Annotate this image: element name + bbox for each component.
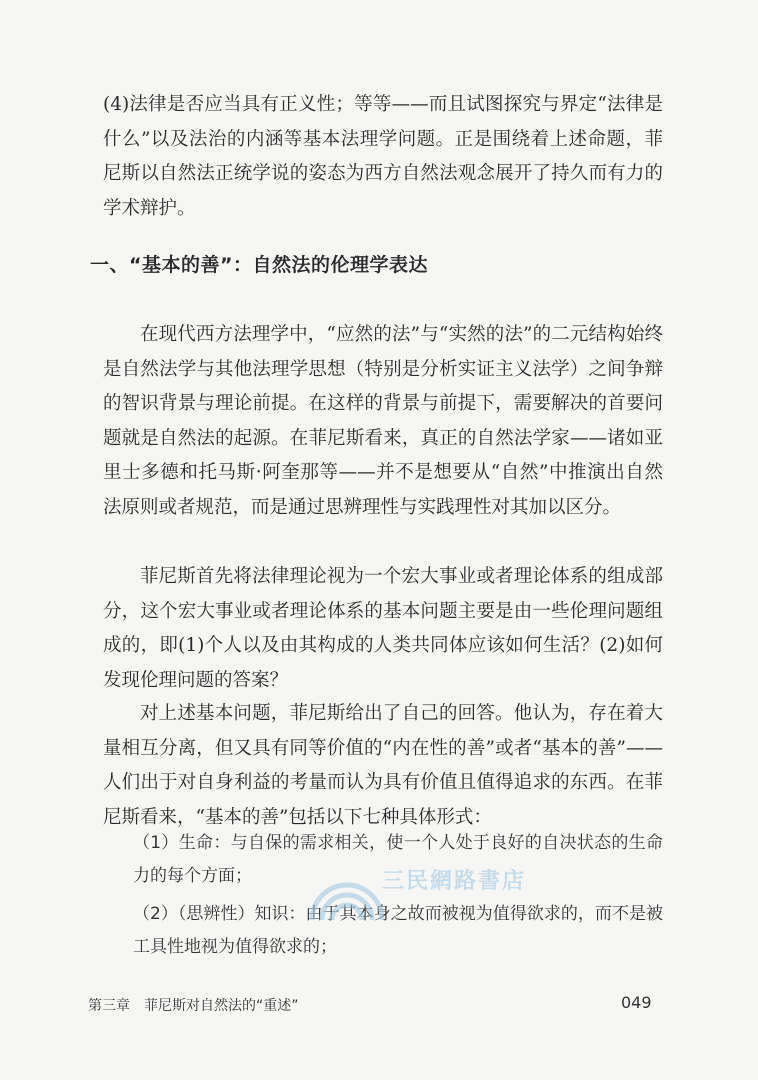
- watermark-text: 三民網路書店: [382, 869, 527, 894]
- section-heading: 一、“基本的善”：自然法的伦理学表达: [90, 254, 428, 276]
- list-item-knowledge: （2）（思辨性）知识：由于其本身之故而被视为值得欲求的，而不是被工具性地视为值得欲求的；: [133, 904, 663, 957]
- paragraph-2: 菲尼斯首先将法律理论视为一个宏大事业或者理论体系的组成部分，这个宏大事业或者理论体系的基本问题主要是由一些伦理问题组成的，即(1)个人以及由其构成的人类共同体应该如何生活？(2)如何发现伦理问题的答案？: [103, 566, 663, 691]
- paragraph-intro: (4)法律是否应当具有正义性；等等——而且试图探究与界定“法律是什么”以及法治的内涵等基本法理学问题。正是围绕着上述命题，菲尼斯以自然法正统学说的姿态为西方自然法观念展开了持久而有力的学术辩护。: [103, 94, 663, 219]
- running-footer-chapter: 第三章 菲尼斯对自然法的“重述”: [88, 998, 299, 1014]
- paragraph-3: 对上述基本问题，菲尼斯给出了自己的回答。他认为，存在着大量相互分离，但又具有同等价值的“内在性的善”或者“基本的善”——人们出于对自身利益的考量而认为具有价值且值得追求的东西。在菲尼斯看来，“基本的善”包括以下七种具体形式：: [103, 703, 663, 828]
- list-item-life: （1）生命：与自保的需求相关，使一个人处于良好的自决状态的生命力的每个方面；: [133, 833, 663, 886]
- page-number: 049: [621, 993, 652, 1012]
- paragraph-1: 在现代西方法理学中，“应然的法”与“实然的法”的二元结构始终是自然法学与其他法理学思想（特别是分析实证主义法学）之间争辩的智识背景与理论前提。在这样的背景与前提下，需要解决的首要问题就是自然法的起源。在菲尼斯看来，真正的自然法学家——诸如亚里士多德和托马斯·阿奎那等——并不是想要从“自然”中推演出自然法原则或者规范，而是通过思辨理性与实践理性对其加以区分。: [103, 324, 663, 518]
